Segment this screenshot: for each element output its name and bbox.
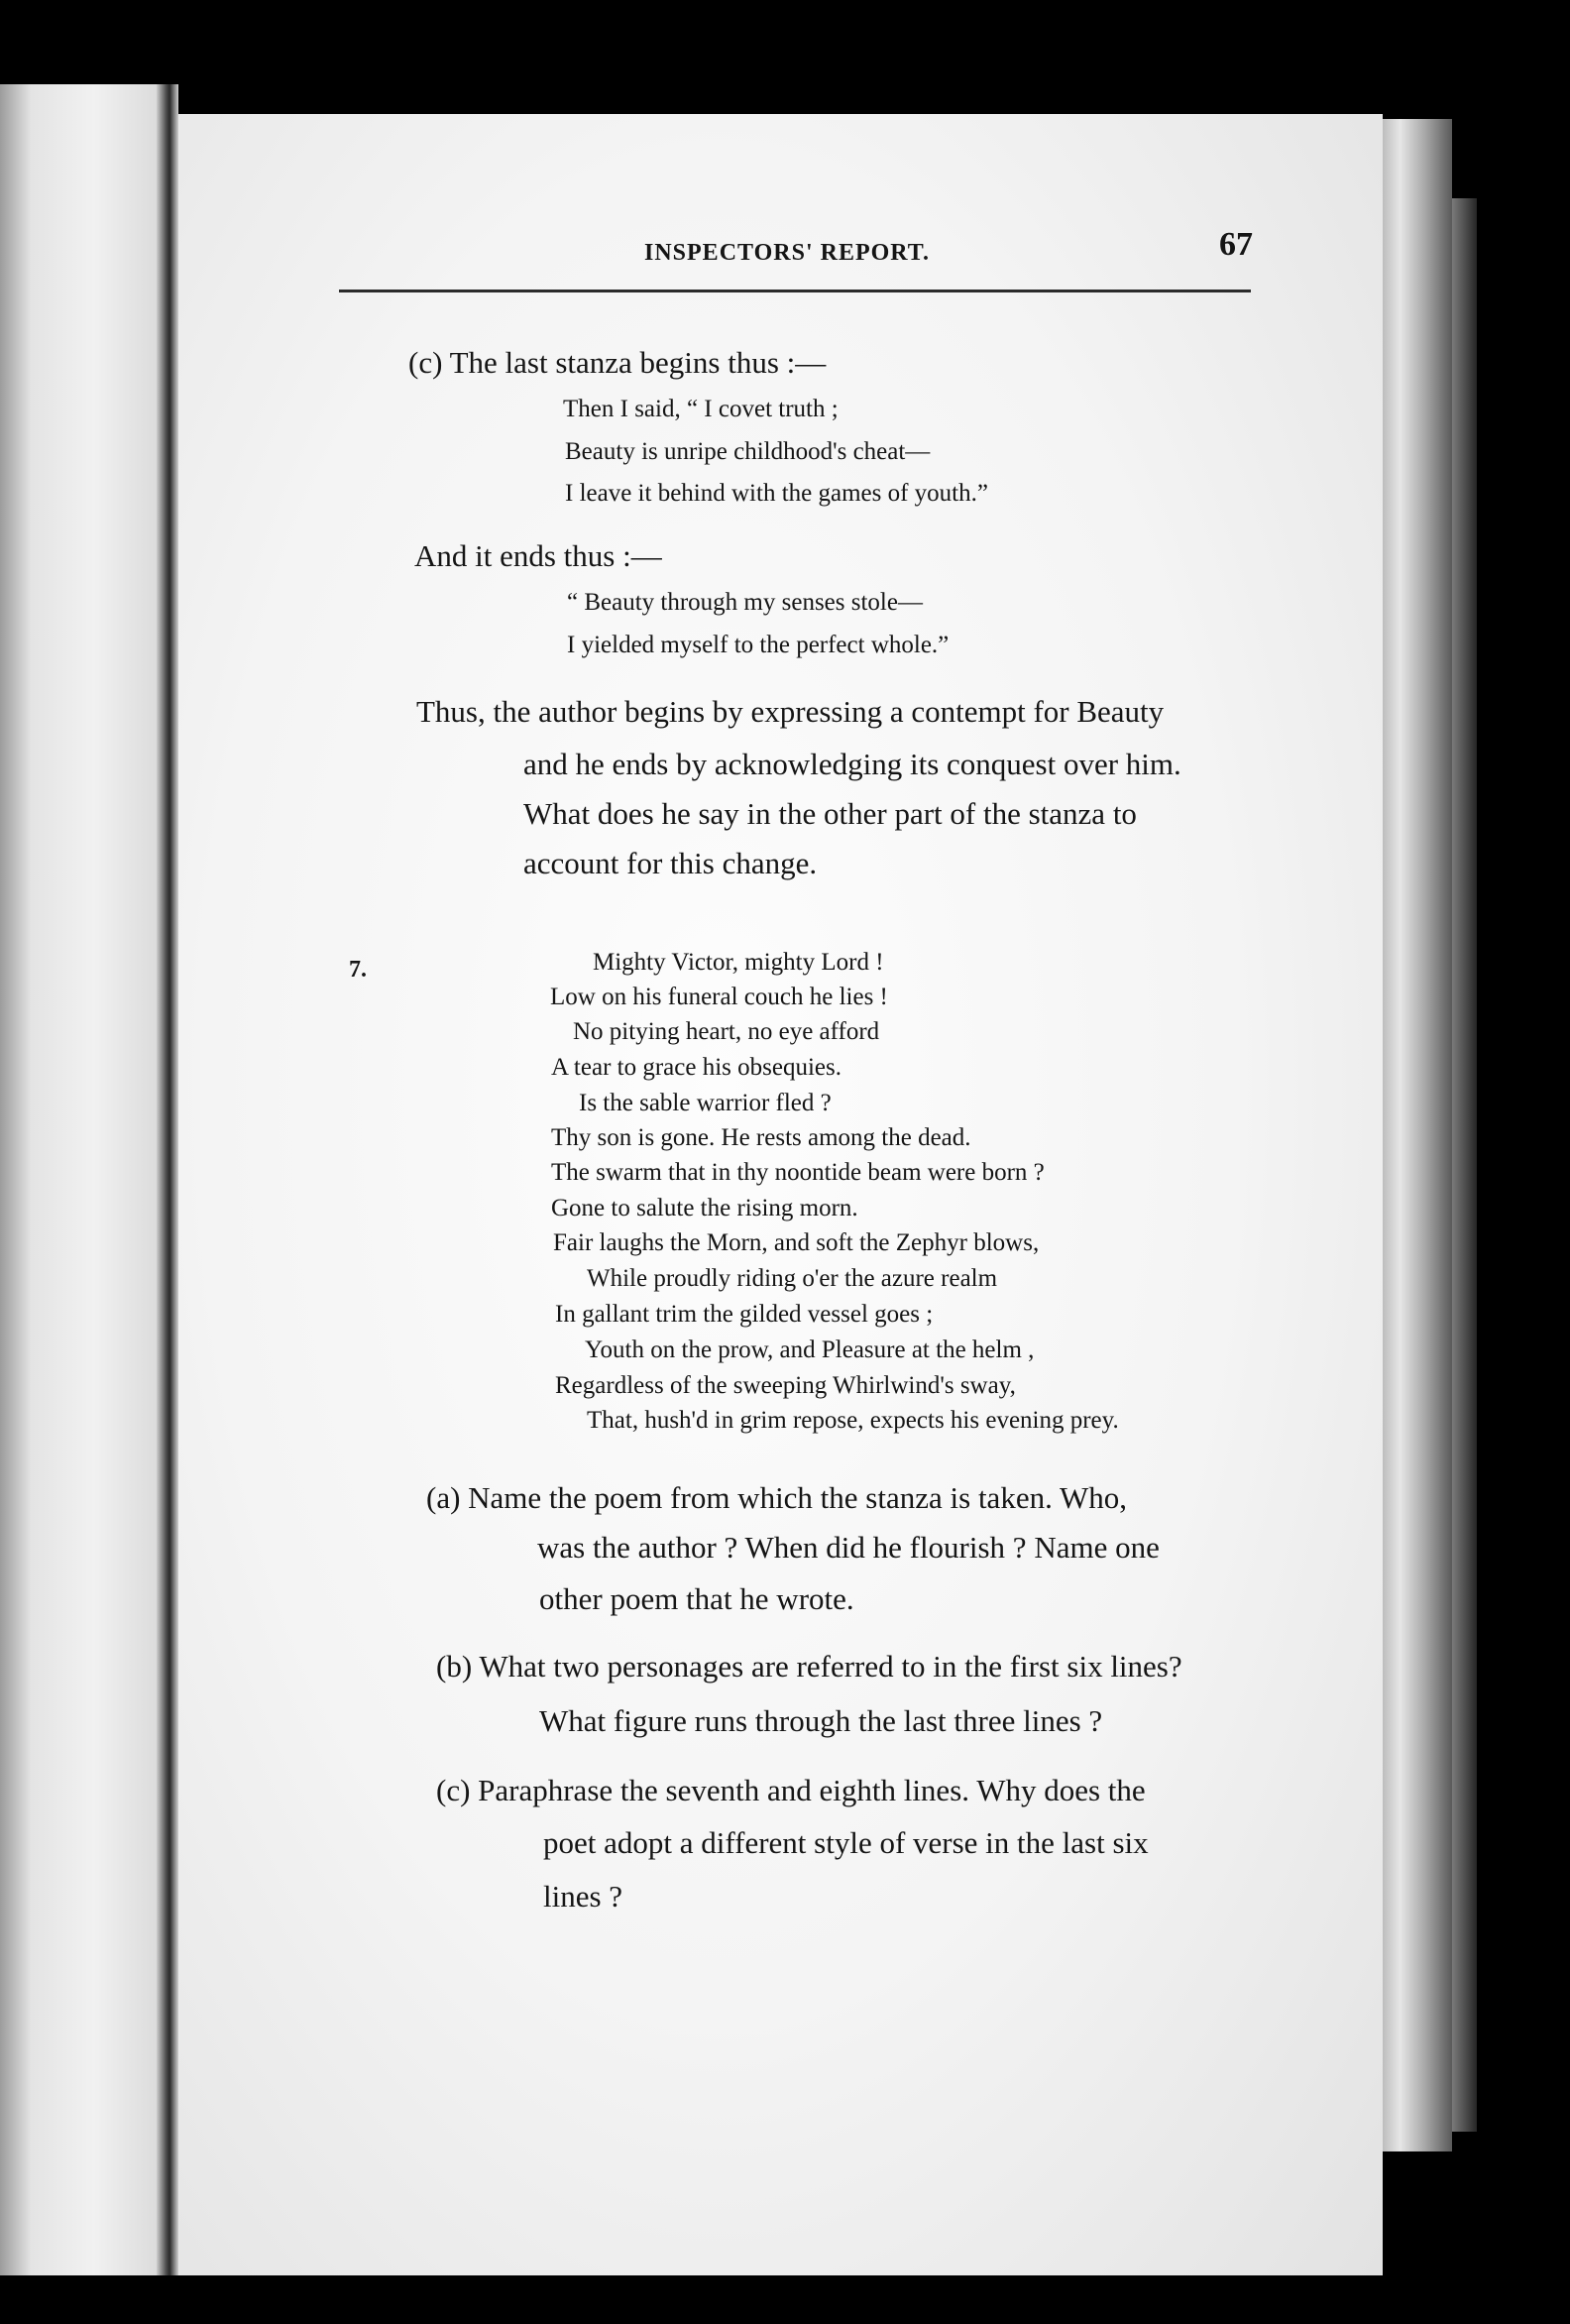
poem-line: Mighty Victor, mighty Lord ! — [593, 949, 884, 976]
page-number: 67 — [1219, 226, 1253, 263]
ends-intro: And it ends thus :— — [414, 538, 662, 573]
poem-line: Is the sable warrior fled ? — [579, 1090, 832, 1116]
verse-line: Beauty is unripe childhood's cheat— — [565, 438, 931, 465]
poem-line: Fair laughs the Morn, and soft the Zephyr blows, — [553, 1229, 1040, 1256]
part-c-intro: (c) The last stanza begins thus :— — [408, 345, 827, 380]
poem-line: No pitying heart, no eye afford — [573, 1018, 880, 1045]
poem-line: Regardless of the sweeping Whirlwind's sway, — [555, 1372, 1016, 1399]
sub-question-c: (c) Paraphrase the seventh and eighth lines. Why does the — [436, 1773, 1146, 1807]
poem-line: That, hush'd in grim repose, expects his evening prey. — [587, 1407, 1119, 1434]
poem-line: Youth on the prow, and Pleasure at the helm , — [585, 1336, 1035, 1363]
page-edges — [1383, 119, 1452, 2151]
question-line: What does he say in the other part of the stanza to — [523, 796, 1137, 831]
poem-line: While proudly riding o'er the azure realm — [587, 1265, 998, 1292]
poem-line: In gallant trim the gilded vessel goes ; — [555, 1301, 934, 1328]
sub-question-b: (b) What two personages are referred to in the first six lines? — [436, 1649, 1182, 1684]
facing-page — [0, 84, 157, 2275]
question-number: 7. — [349, 957, 367, 983]
poem-line: Gone to salute the rising morn. — [551, 1195, 858, 1221]
verse-line: “ Beauty through my senses stole— — [567, 589, 923, 616]
question-line: and he ends by acknowledging its conquest over him. — [523, 747, 1181, 781]
sub-question-a-line: other poem that he wrote. — [539, 1581, 854, 1616]
question-line: account for this change. — [523, 846, 818, 880]
poem-line: The swarm that in thy noontide beam were born ? — [551, 1159, 1045, 1186]
poem-line: Low on his funeral couch he lies ! — [550, 984, 888, 1010]
header-rule — [339, 290, 1251, 292]
poem-line: A tear to grace his obsequies. — [551, 1054, 841, 1081]
running-header: INSPECTORS' REPORT. — [644, 240, 930, 266]
sub-question-c-line: lines ? — [543, 1879, 623, 1914]
verse-line: I yielded myself to the perfect whole.” — [567, 632, 950, 658]
sub-question-a-line: was the author ? When did he flourish ? Name one — [537, 1530, 1160, 1565]
poem-line: Thy son is gone. He rests among the dead. — [551, 1124, 971, 1151]
question-line: Thus, the author begins by expressing a contempt for Beauty — [416, 694, 1165, 729]
page-edges-shadow — [1452, 198, 1477, 2132]
book-gutter — [157, 84, 178, 2275]
verse-line: Then I said, “ I covet truth ; — [563, 396, 839, 422]
verse-line: I leave it behind with the games of youth.” — [565, 480, 988, 507]
sub-question-c-line: poet adopt a different style of verse in the last six — [543, 1825, 1149, 1860]
sub-question-b-line: What figure runs through the last three lines ? — [539, 1703, 1103, 1738]
sub-question-a: (a) Name the poem from which the stanza is taken. Who, — [426, 1480, 1128, 1515]
